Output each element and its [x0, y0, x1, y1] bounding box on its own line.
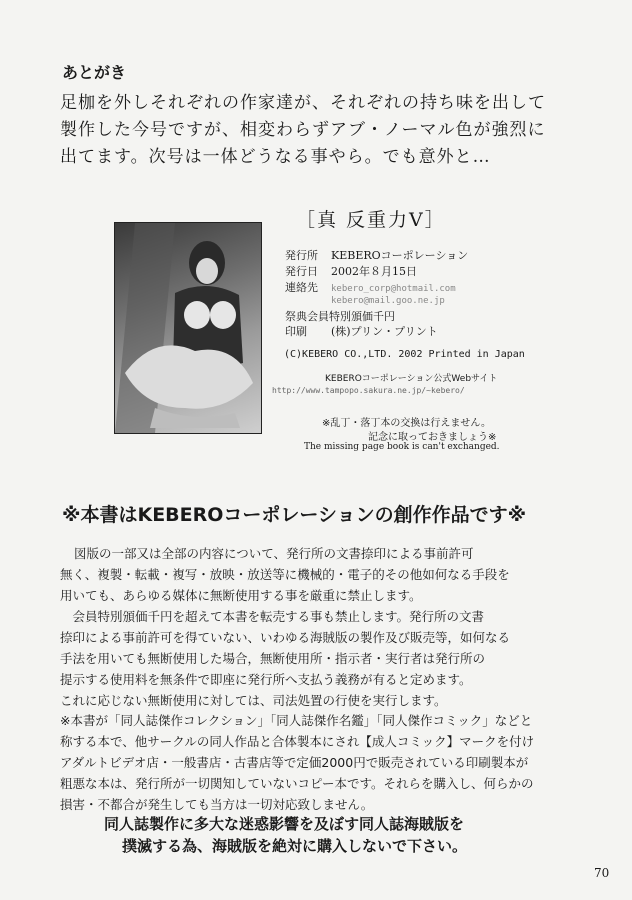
price-row: 祭典会員特別頒価千円 — [285, 310, 395, 323]
afterword-line: 出てます。次号は一体どうなる事やら。でも意外と… — [60, 147, 491, 167]
warning-line: 粗悪な本は、発行所が一切関知していないコピー本です。それらを購入し、何らかの — [60, 776, 534, 791]
website-label: KEBEROコーポレーション公式Webサイト — [325, 374, 498, 384]
terms-line: 提示する使用料を無条件で即座に発行所へ支払う義務が有ると定めます。 — [60, 672, 472, 687]
publisher-row — [285, 247, 468, 263]
printer-key: 印刷 — [285, 325, 307, 338]
contact-email-1: kebero_corp@hotmail.com — [331, 284, 456, 294]
warning-line: ※本書が「同人誌傑作コレクション」「同人誌傑作名鑑」「同人傑作コミック」などと — [60, 713, 533, 728]
printer-value: (株)プリン・プリント — [331, 325, 438, 338]
terms-line: 用いても、あらゆる媒体に無断使用する事を厳重に禁止します。 — [60, 588, 422, 603]
footer-appeal-line: 同人誌製作に多大な迷惑影響を及ぼす同人誌海賊版を — [104, 815, 465, 833]
printer-row — [285, 323, 438, 339]
warning-line: アダルトビデオ店・一般書店・古書店等で定価2000円で販売されている印刷製本が — [60, 755, 529, 770]
publisher-key: 発行所 — [285, 249, 318, 262]
keepsake-notice: 記念に取っておきましょう※ — [368, 432, 497, 443]
terms-line: 図版の一部又は全部の内容について、発行所の文書捺印による事前許可 — [74, 546, 474, 561]
publisher-value: KEBEROコーポレーション — [331, 249, 469, 262]
copyright: (C)KEBERO CO.,LTD. 2002 Printed in Japan — [284, 349, 525, 360]
exchange-notice-english: The missing page book is can't exchanged. — [304, 442, 500, 452]
terms-line: 捺印による事前許可を得ていない、いわゆる海賊版の製作及び販売等，如何なる — [60, 630, 511, 645]
terms-line: 手法を用いても無断使用した場合，無断使用所・指示者・実行者は発行所の — [60, 651, 486, 666]
book-title: ［真 反重力Ⅴ］ — [296, 209, 446, 231]
terms-line: 無く、複製・転載・複写・放映・放送等に機械的・電子的その他如何なる手段を — [60, 567, 510, 582]
afterword-line: 製作した今号ですが、相変わらずアブ・ノーマル色が強烈に — [60, 120, 546, 140]
contact-key: 連絡先 — [285, 281, 318, 294]
warning-line: 損害・不都合が発生しても当方は一切対応致しません。 — [60, 797, 374, 812]
copyright-terms — [60, 543, 560, 711]
exchange-notice: ※乱丁・落丁本の交換は行えません。 — [322, 418, 491, 429]
warning-line: 称する本で、他サークルの同人作品と合体製本にされ【成人コミック】マークを付け — [60, 734, 535, 749]
date-row — [285, 263, 417, 279]
terms-line: これに応じない無断使用に対しては、司法処置の行使を実行します。 — [60, 693, 447, 708]
bootleg-warning — [60, 710, 560, 815]
cover-illustration — [114, 222, 262, 434]
website-url[interactable]: http://www.tampopo.sakura.ne.jp/~kebero/ — [272, 386, 465, 395]
afterword-heading: あとがき — [62, 63, 127, 82]
date-value: 2002年８月15日 — [331, 265, 417, 278]
terms-line: 会員特別頒価千円を超えて本書を転売する事も禁止します。発行所の文書 — [60, 609, 485, 624]
illustration-figure — [115, 223, 261, 433]
contact-email-2: kebero@mail.goo.ne.jp — [331, 296, 445, 306]
page-number: 70 — [594, 866, 610, 880]
afterword-line: 足枷を外しそれぞれの作家達が、それぞれの持ち味を出して — [60, 93, 546, 113]
footer-appeal-line: 撲滅する為、海賊版を絶対に購入しないで下さい。 — [122, 837, 468, 855]
contact-row-2 — [285, 293, 445, 306]
original-work-notice: ※本書はKEBEROコーポレーションの創作作品です※ — [62, 504, 527, 526]
date-key: 発行日 — [285, 265, 318, 278]
